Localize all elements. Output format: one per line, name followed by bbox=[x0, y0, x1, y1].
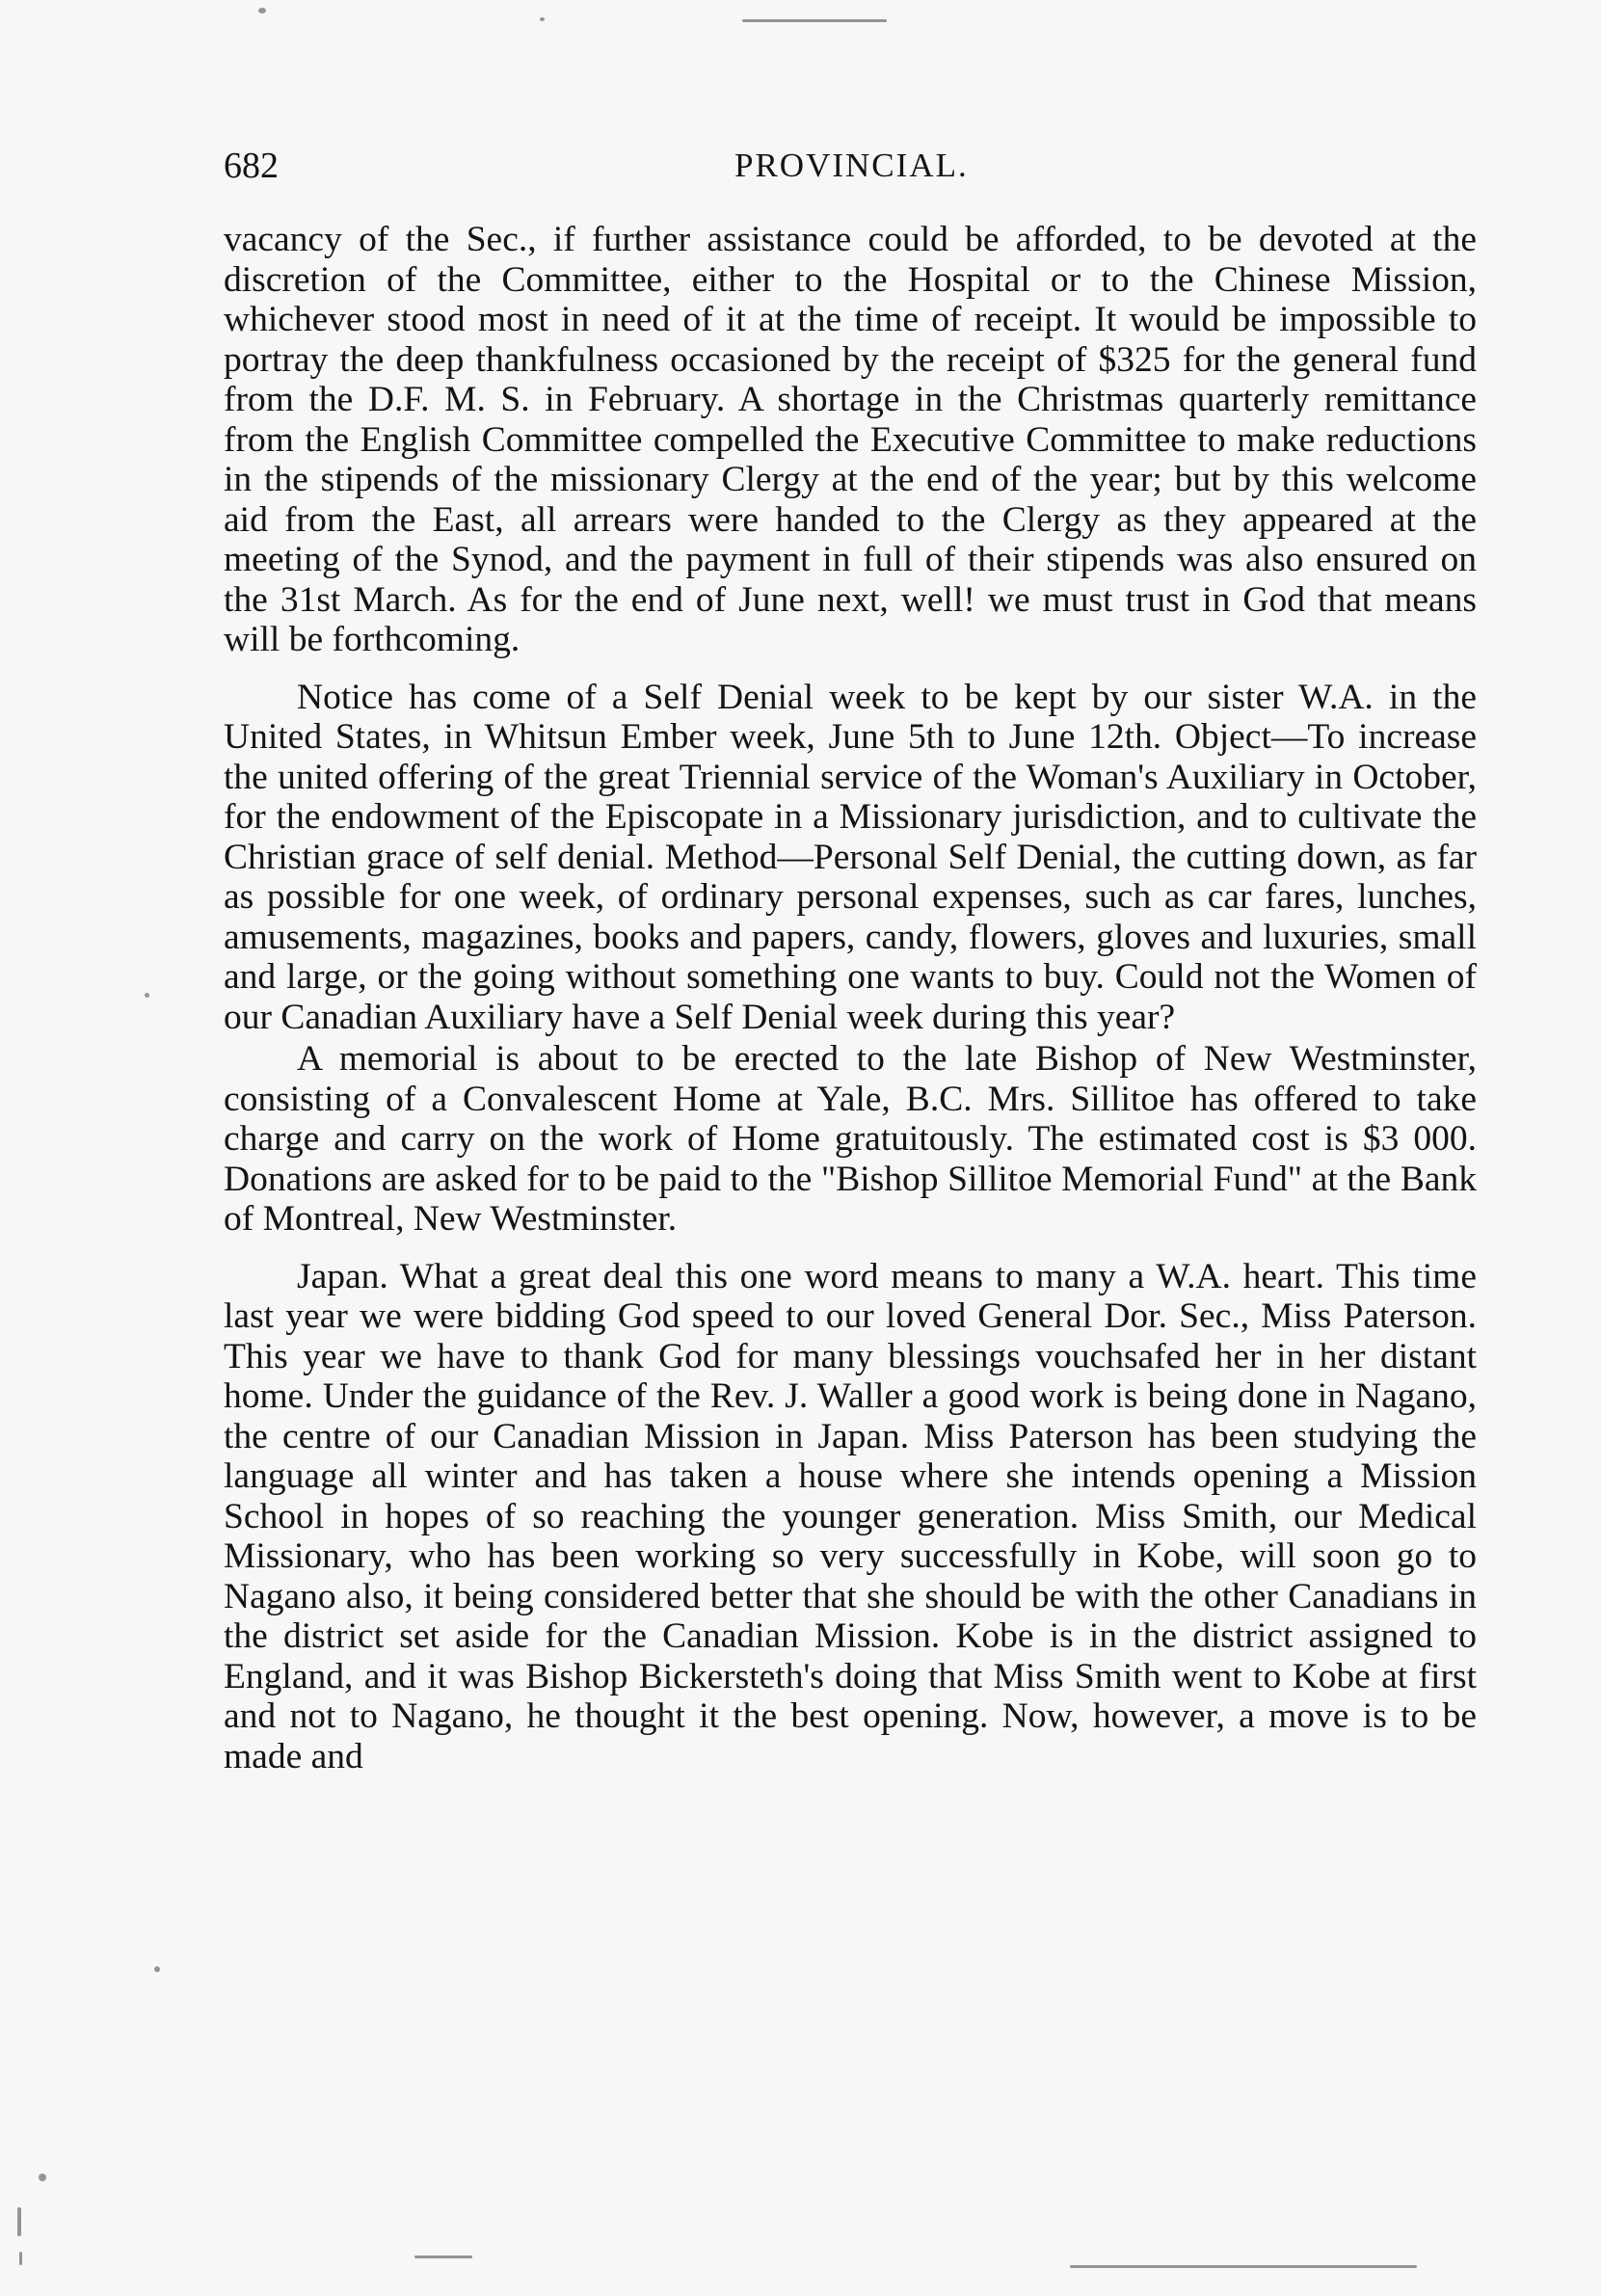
speck bbox=[1070, 2265, 1417, 2268]
speck bbox=[154, 1966, 160, 1972]
speck bbox=[17, 2207, 21, 2236]
speck bbox=[258, 8, 266, 13]
paragraph-self-denial-week: Notice has come of a Self Denial week to be kept by our sister W.A. in the United States, in Whitsun Ember week, June 5th to June 12th. Object—To increase the united offering of the great Triennial service of the Woman's Auxiliary in October, for the endowment of the Episcopate in a Missionary jurisdiction, and to cultivate the Christian grace of self denial. Method—Personal Self Denial, the cutting down, as far as possible for one week, of ordinary personal expenses, such as car fares, lunches, amusements, magazines, books and papers, candy, flowers, gloves and luxuries, small and large, or the going without something one wants to buy. Could not the Women of our Canadian Auxiliary have a Self Denial week during this year? bbox=[224, 677, 1477, 1037]
speck bbox=[39, 2174, 46, 2181]
page-header bbox=[224, 145, 1477, 193]
speck bbox=[540, 17, 545, 21]
paragraph-memorial: A memorial is about to be erected to the late Bishop of New Westminster, consisting of a Convalescent Home at Yale, B.C. Mrs. Sillitoe has offered to take charge and carry on the work of Home gratuitously. The estimated cost is $3 000. Donations are asked for to be paid to the "Bishop Sillitoe Memorial Fund" at the Bank of Montreal, New Westminster. bbox=[224, 1039, 1477, 1239]
speck bbox=[19, 2252, 22, 2265]
speck bbox=[145, 993, 149, 998]
paragraph-continued: vacancy of the Sec., if further assistance could be afforded, to be devoted at the discretion of the Committee, either to the Hospital or to the Chinese Mission, whichever stood most in need of it at the time of receipt. It would be impossible to portray the deep thankfulness occasioned by the receipt of $325 for the general fund from the D.F. M. S. in February. A shortage in the Christmas quarterly remittance from the English Committee compelled the Executive Committee to make reductions in the stipends of the missionary Clergy at the end of the year; but by this welcome aid from the East, all arrears were handed to the Clergy as they appeared at the meeting of the Synod, and the payment in full of their stipends was also ensured on the 31st March. As for the end of June next, well! we must trust in God that means will be forthcoming. bbox=[224, 220, 1477, 659]
speck bbox=[742, 19, 887, 22]
page-number: 682 bbox=[224, 146, 279, 186]
paragraph-japan: Japan. What a great deal this one word means to many a W.A. heart. This time last year we were bidding God speed to our loved General Dor. Sec., Miss Paterson. This year we have to thank God for many blessings vouchsafed her in her distant home. Under the guidance of the Rev. J. Waller a good work is being done in Nagano, the centre of our Canadian Mission in Japan. Miss Paterson has been studying the language all winter and has taken a house where she intends opening a Mission School in hopes of so reaching the younger generation. Miss Smith, our Medical Missionary, who has been working so very successfully in Kobe, will soon go to Nagano also, it being considered better that she should be with the other Canadians in the district set aside for the Canadian Mission. Kobe is in the district assigned to England, and it was Bishop Bickersteth's doing that Miss Smith went to Kobe at first and not to Nagano, he thought it the best opening. Now, however, a move is to be made and bbox=[224, 1256, 1477, 1776]
running-head: PROVINCIAL. bbox=[734, 147, 969, 184]
speck bbox=[414, 2256, 472, 2258]
body-text bbox=[224, 220, 1477, 1776]
